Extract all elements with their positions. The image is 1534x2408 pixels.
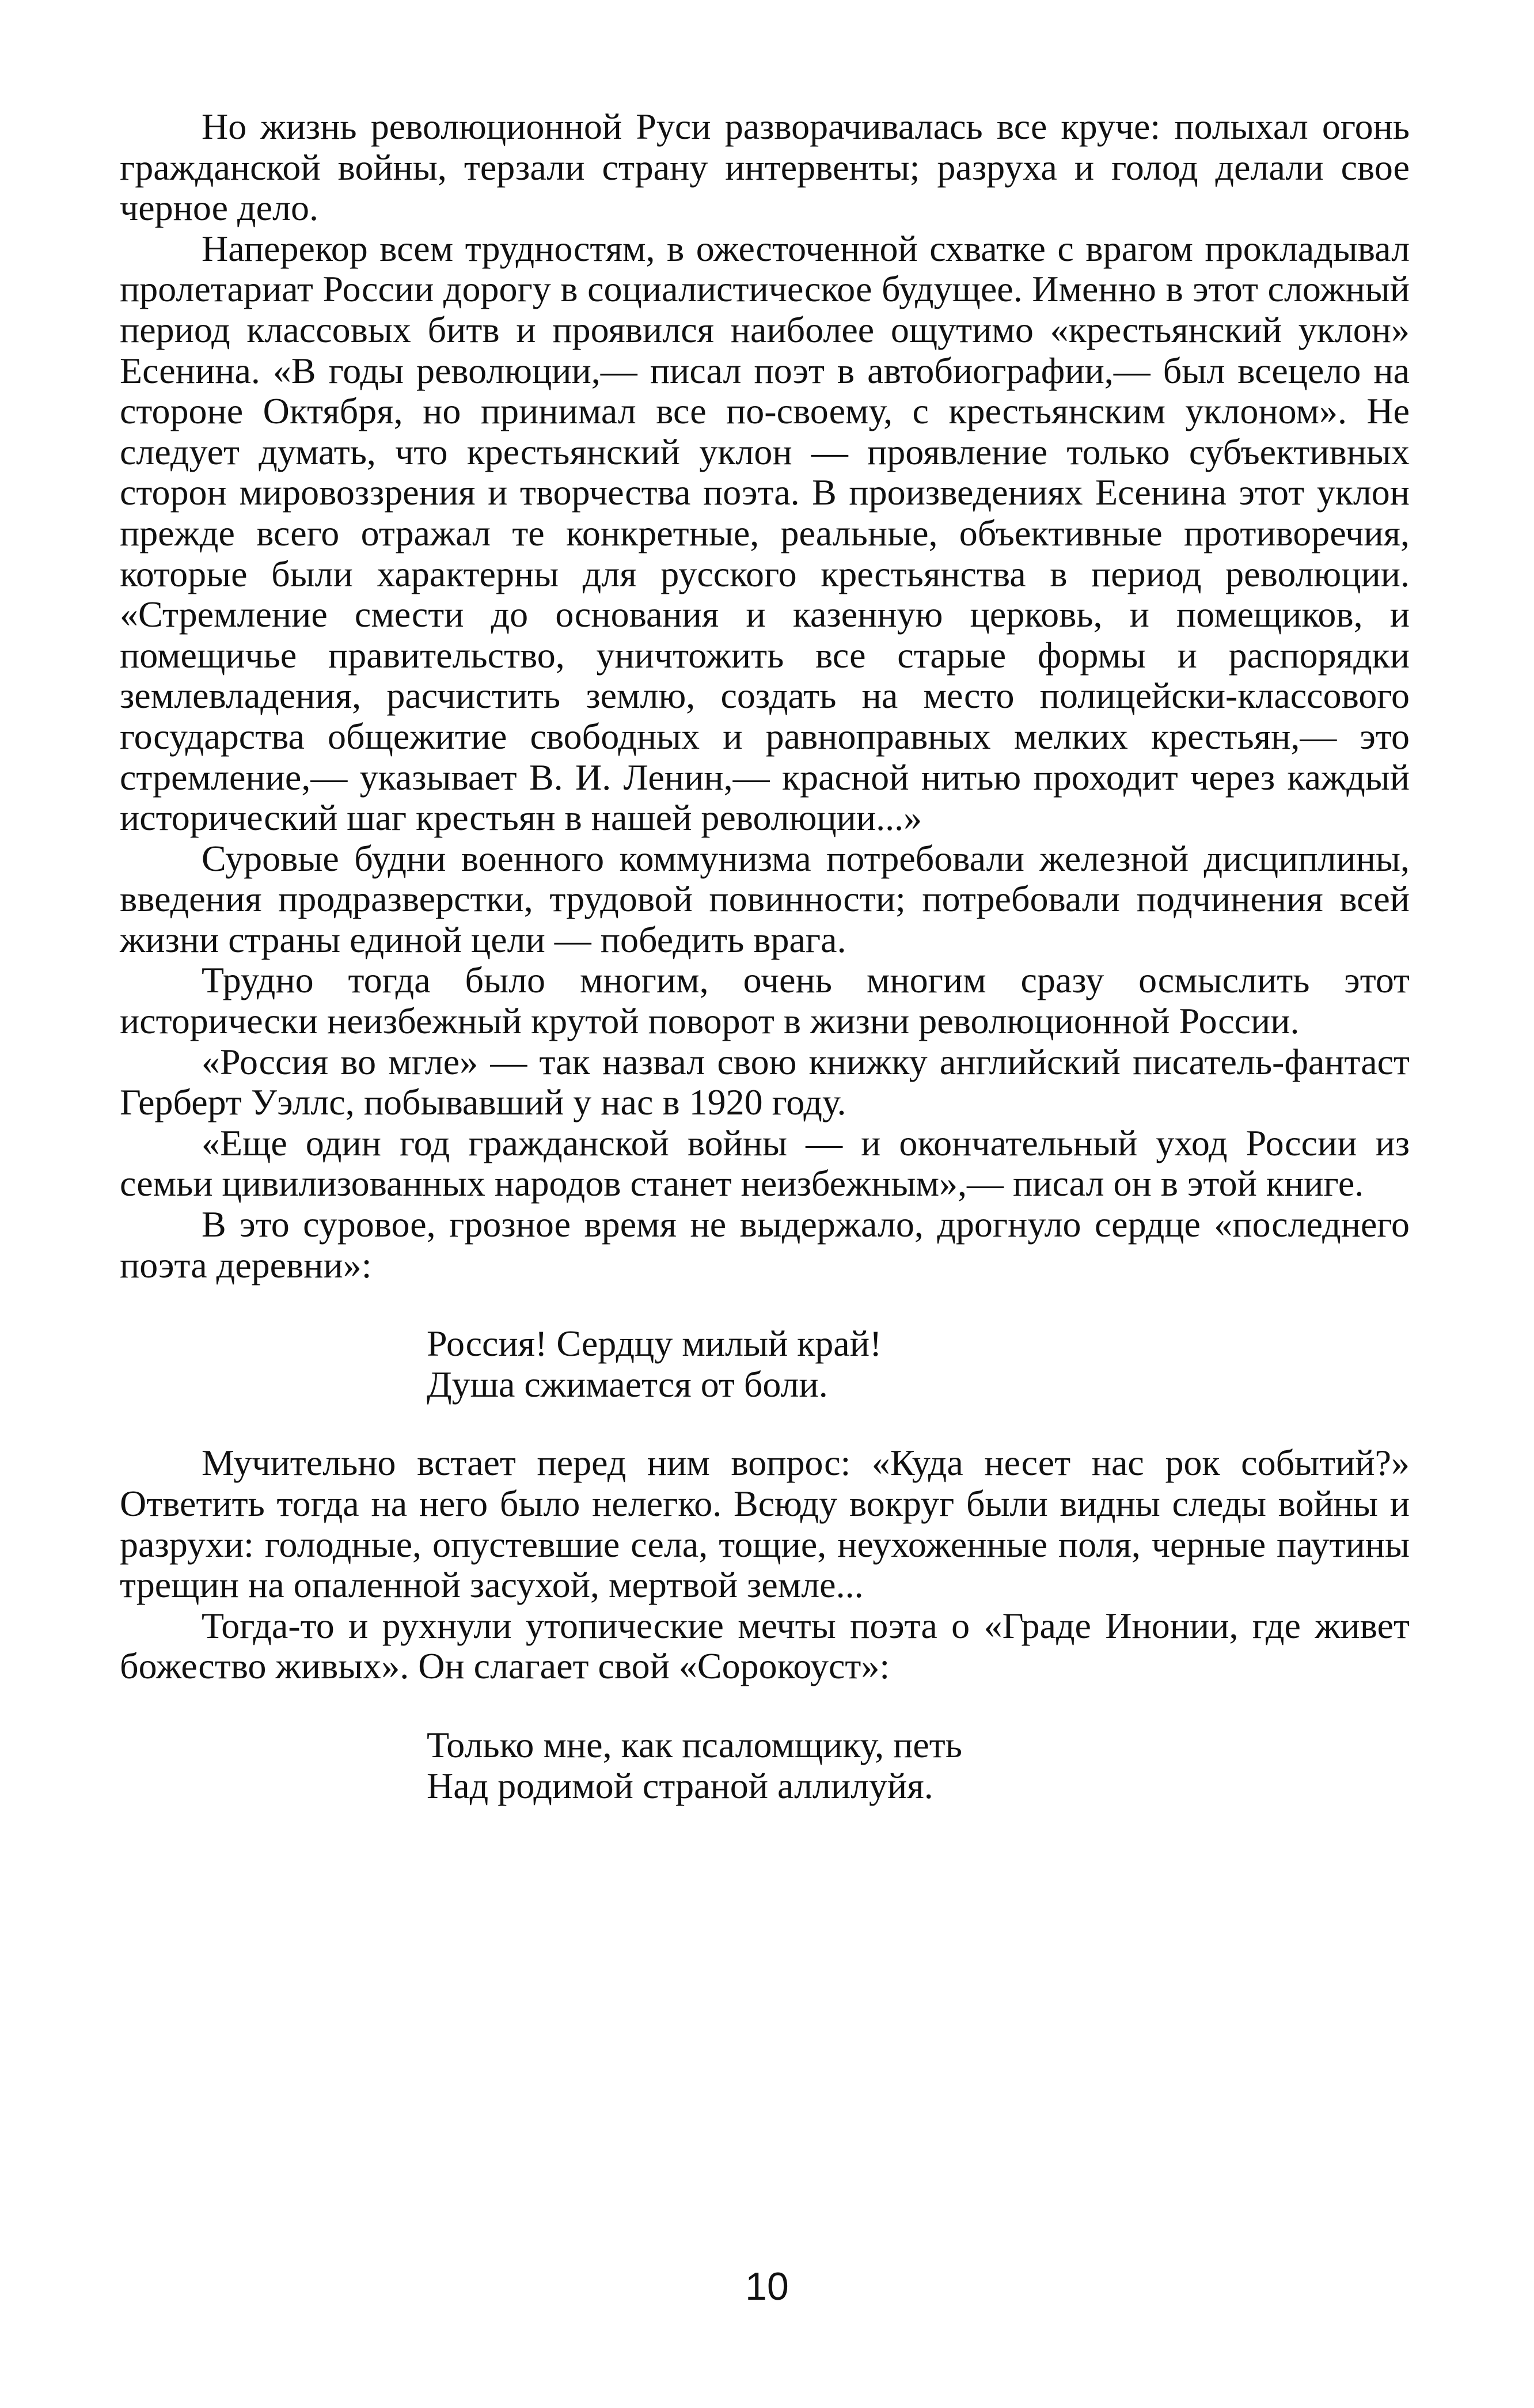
verse-line: Душа сжимается от боли. [427,1363,828,1405]
page-body [120,107,1410,1806]
paragraph: Суровые будни военного коммунизма потребовали железной дисциплины, введения продразверстки, трудовой повинности; потребовали подчинения всей жизни страны единой цели — победить врага. [120,837,1410,960]
paragraph: «Россия во мгле» — так назвал свою книжку английский писатель-фантаст Герберт Уэллс, побывавший у нас в 1920 году. [120,1041,1410,1123]
verse-line: Россия! Сердцу милый край! [427,1323,882,1364]
paragraph: Трудно тогда было многим, очень многим сразу осмыслить этот исторически неизбежный крутой поворот в жизни революционной России. [120,960,1410,1042]
paragraph: «Еще один год гражданской войны — и окончательный уход России из семьи цивилизованных народов станет неизбежным»,— писал он в этой книге. [120,1122,1410,1204]
verse-quote [120,1324,1410,1405]
page-number: 10 [745,2265,789,2308]
paragraph: Наперекор всем трудностям, в ожесточенной схватке с врагом прокладывал пролетариат России дорогу в социалистическое будущее. Именно в этот сложный период классовых битв и проявился наиболее ощутимо «крестьянский уклон» Есенина. «В годы революции,— писал поэт в автобиографии,— был всецело на стороне Октября, но принимал все по-своему, с крестьянским уклоном». Не следует думать, что крестьянский уклон — проявление только субъективных сторон мировоззрения и творчества поэта. В произведениях Есенина этот уклон прежде всего отражал те конкретные, реальные, объективные противоречия, которые были характерны для русского крестьянства в период революции. «Стремление смести до основания и казенную церковь, и помещиков, и помещичье правительство, уничтожить все старые формы и распорядки землевладения, расчистить землю, создать на место полицейски-классового государства общежитие свободных и равноправных мелких крестьян,— это стремление,— указывает В. И. Ленин,— красной нитью проходит через каждый исторический шаг крестьян в нашей революции...» [120,227,1410,839]
paragraph: Но жизнь революционной Руси разворачивалась все круче: полыхал огонь гражданской войны, терзали страну интервенты; разруха и голод делали свое черное дело. [120,106,1410,229]
paragraph: Мучительно встает перед ним вопрос: «Куда несет нас рок событий?» Ответить тогда на него было нелегко. Всюду вокруг были видны следы войны и разрухи: голодные, опустевшие села, тощие, неухоженные поля, черные паутины трещин на опаленной засухой, мертвой земле... [120,1442,1410,1606]
paragraph: Тогда-то и рухнули утопические мечты поэта о «Граде Инонии, где живет божество живых». Он слагает свой «Сорокоуст»: [120,1605,1410,1687]
verse-line: Только мне, как псаломщику, петь [427,1724,962,1765]
verse-line: Над родимой страной аллилуйя. [427,1765,933,1806]
paragraph: В это суровое, грозное время не выдержало, дрогнуло сердце «последнего поэта деревни»: [120,1204,1410,1285]
verse-quote [120,1725,1410,1806]
